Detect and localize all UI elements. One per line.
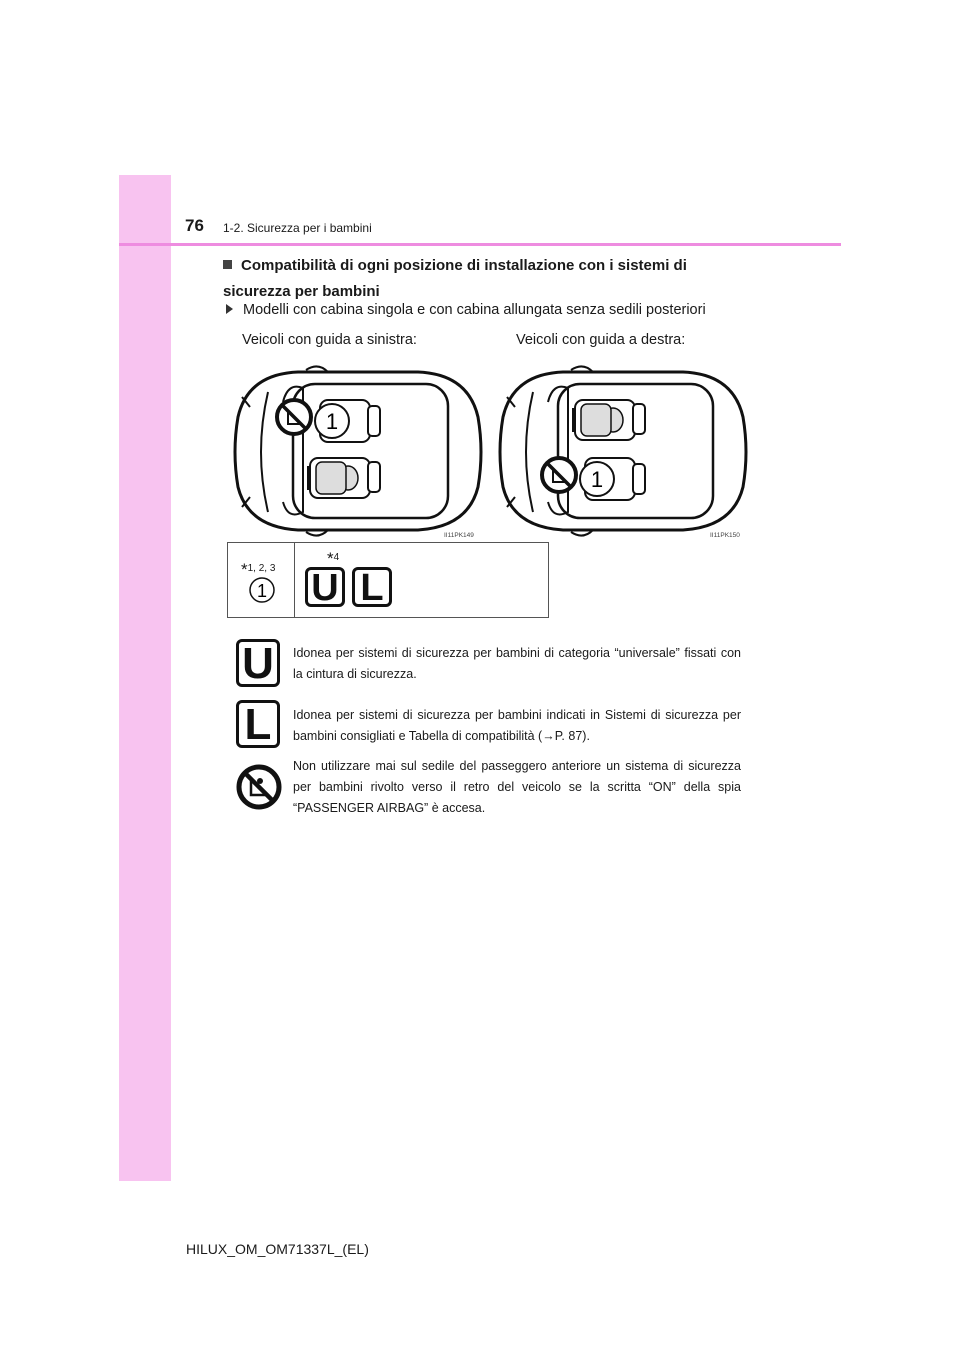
legend-l-icon: L xyxy=(236,700,280,748)
table-seat-number: 1 xyxy=(256,581,268,601)
section-tab-sidebar xyxy=(119,175,171,1181)
legend-u-icon: U xyxy=(236,639,280,687)
compatibility-table xyxy=(227,542,549,618)
page-number: 76 xyxy=(185,216,204,235)
section-heading-text: Compatibilità di ogni posizione di installazione con i sistemi di sicurezza per bambini xyxy=(223,257,687,300)
seat-number-circle xyxy=(248,576,276,604)
section-heading xyxy=(223,253,753,305)
right-hand-drive-car-diagram xyxy=(493,362,755,542)
legend-warning-text: Non utilizzare mai sul sedile del passeggero anteriore un sistema di sicurezza per bambini rivolto verso il retro del veicolo se la scritta “ON” della spia “PASSENGER AIRBAG” è accesa. xyxy=(293,759,741,815)
asterisk-icon: * xyxy=(327,549,334,568)
chapter-title: 1-2. Sicurezza per i bambini xyxy=(223,221,372,235)
seat-number-right: 1 xyxy=(590,467,604,492)
left-hand-drive-label: Veicoli con guida a sinistra: xyxy=(242,332,417,348)
category-l-badge: L xyxy=(352,567,392,607)
asterisk-icon: * xyxy=(241,560,248,579)
right-diagram-code: II11PK150 xyxy=(710,532,740,539)
seat-number-left: 1 xyxy=(325,409,339,434)
triangle-bullet-icon xyxy=(226,304,233,314)
model-subtitle xyxy=(226,302,706,318)
left-diagram-code: II11PK149 xyxy=(444,532,474,539)
left-hand-drive-car-diagram xyxy=(228,362,490,542)
header-divider xyxy=(119,243,841,246)
model-subtitle-text: Modelli con cabina singola e con cabina allungata senza sedili posteriori xyxy=(243,302,706,318)
category-footnote-refs: 4 xyxy=(333,552,340,563)
document-id: HILUX_OM_OM71337L_(EL) xyxy=(186,1241,369,1257)
category-u-badge: U xyxy=(305,567,345,607)
seat-footnote xyxy=(241,560,276,579)
seat-footnote-refs: 1, 2, 3 xyxy=(247,563,276,574)
table-divider xyxy=(294,543,295,617)
legend-l-text: Idonea per sistemi di sicurezza per bambini indicati in Sistemi di sicurezza per bambini consigliati e Tabella di compatibilità (→P. 87). xyxy=(293,708,741,743)
right-hand-drive-label: Veicoli con guida a destra: xyxy=(516,332,686,348)
legend-u-text: Idonea per sistemi di sicurezza per bambini di categoria “universale” fissati con la cintura di sicurezza. xyxy=(293,646,741,681)
square-bullet-icon xyxy=(223,260,232,269)
no-child-seat-icon xyxy=(235,763,283,811)
category-footnote xyxy=(327,549,340,568)
